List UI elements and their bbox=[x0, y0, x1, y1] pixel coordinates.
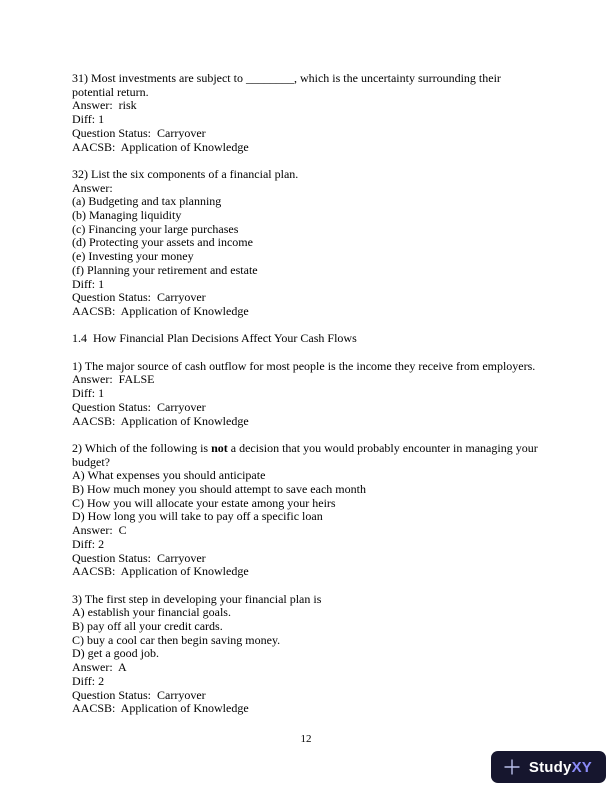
text-line: AACSB: Application of Knowledge bbox=[72, 564, 249, 579]
text-line: B) How much money you should attempt to save each month bbox=[72, 482, 366, 497]
text-line: AACSB: Application of Knowledge bbox=[72, 413, 249, 428]
text-line: (d) Protecting your assets and income bbox=[72, 235, 253, 250]
brand-part1: Study bbox=[528, 758, 572, 776]
text-line: C) buy a cool car then begin saving money. bbox=[72, 632, 281, 647]
text-line: Answer: risk bbox=[72, 98, 137, 113]
plus-icon bbox=[503, 758, 521, 776]
text-line: 1) The major source of cash outflow for most people is the income they receive from employers. bbox=[72, 358, 536, 373]
text-line: AACSB: Application of Knowledge bbox=[72, 139, 249, 154]
brand-text bbox=[529, 759, 592, 776]
text-line: Question Status: Carryover bbox=[72, 687, 206, 702]
document-content bbox=[72, 72, 542, 716]
text-line: 31) Most investments are subject to ________, which is the uncertainty surrounding their potential return. bbox=[72, 71, 504, 99]
text-line: A) What expenses you should anticipate bbox=[72, 468, 266, 483]
text-line: Answer: C bbox=[72, 523, 127, 538]
text-line: (e) Investing your money bbox=[72, 249, 194, 264]
text-line: Answer: bbox=[72, 180, 113, 195]
text-line: AACSB: Application of Knowledge bbox=[72, 303, 249, 318]
text-line: C) How you will allocate your estate among your heirs bbox=[72, 495, 336, 510]
text-line: 2) Which of the following is not a decision that you would probably encounter in managing your budget? bbox=[72, 440, 541, 469]
question-block bbox=[72, 360, 542, 429]
text-line: 1.4 How Financial Plan Decisions Affect Your Cash Flows bbox=[72, 331, 357, 346]
question-block bbox=[72, 593, 542, 716]
text-line: D) get a good job. bbox=[72, 646, 159, 661]
question-block bbox=[72, 442, 542, 579]
text-line: B) pay off all your credit cards. bbox=[72, 619, 223, 634]
text-line: (a) Budgeting and tax planning bbox=[72, 194, 222, 209]
text-line: Question Status: Carryover bbox=[72, 399, 206, 414]
text-line: D) How long you will take to pay off a specific loan bbox=[72, 509, 323, 524]
question-block bbox=[72, 72, 542, 154]
text-line: Question Status: Carryover bbox=[72, 550, 206, 565]
text-line: Question Status: Carryover bbox=[72, 125, 206, 140]
text-line: 32) List the six components of a financial plan. bbox=[72, 166, 299, 181]
text-line: 3) The first step in developing your financial plan is bbox=[72, 591, 322, 606]
page-number: 12 bbox=[300, 733, 312, 745]
brand-part2: XY bbox=[571, 758, 592, 776]
text-line: Answer: A bbox=[72, 660, 127, 675]
text-line: (f) Planning your retirement and estate bbox=[72, 262, 258, 277]
section-heading bbox=[72, 332, 542, 346]
text-line: (b) Managing liquidity bbox=[72, 208, 182, 223]
text-line: Diff: 1 bbox=[72, 276, 105, 291]
text-line: Answer: FALSE bbox=[72, 372, 155, 387]
text-line: Diff: 1 bbox=[72, 386, 105, 401]
text-line: Question Status: Carryover bbox=[72, 290, 206, 305]
studyxy-badge[interactable] bbox=[491, 751, 606, 783]
question-block bbox=[72, 168, 542, 319]
text-line: AACSB: Application of Knowledge bbox=[72, 701, 249, 716]
text-line: (c) Financing your large purchases bbox=[72, 221, 239, 236]
text-line: Diff: 2 bbox=[72, 673, 105, 688]
text-line: Diff: 1 bbox=[72, 112, 105, 127]
text-line: Diff: 2 bbox=[72, 536, 105, 551]
text-line: A) establish your financial goals. bbox=[72, 605, 231, 620]
